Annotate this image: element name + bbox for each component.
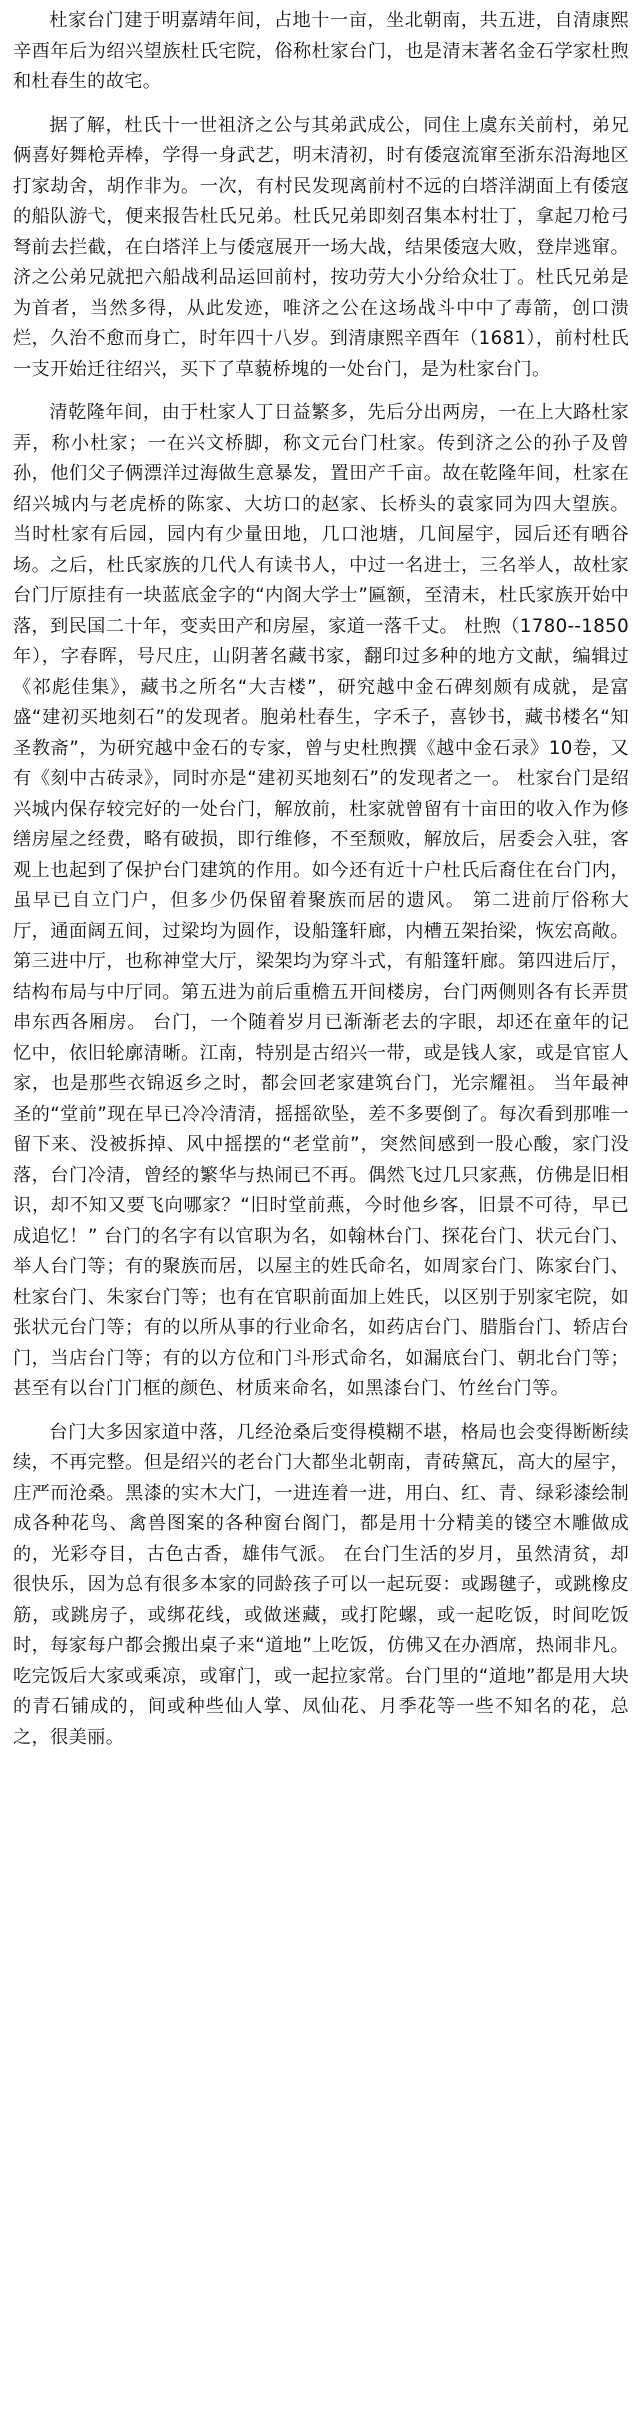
paragraph-intro: 杜家台门建于明嘉靖年间，占地十一亩，坐北朝南，共五进，自清康熙辛酉年后为绍兴望族杜氏宅院，俗称杜家台门，也是清末著名金石学家杜煦和杜春生的故宅。 — [13, 10, 629, 92]
paragraph-memories: 台门大多因家道中落，几经沧桑后变得模糊不堪，格局也会变得断断续续，不再完整。但是绍兴的老台门大都坐北朝南，青砖黛瓦，高大的屋宇，庄严而沧桑。黑漆的实木大门，一进连着一进，用白、红、青、绿彩漆绘制成各种花鸟、禽兽图案的各种窗台阁门，都是用十分精美的镂空木雕做成的，光彩夺目，古色古香，雄伟气派。 在台门生活的岁月，虽然清贫，却很快乐，因为总有很多本家的同龄孩子可以一起玩耍：或踢毽子，或跳橡皮筋，或跳房子，或绑花线，或做迷藏，或打陀螺，或一起吃饭，时间吃饭时，每家每户都会搬出桌子来“道地”上吃饭，仿佛又在办酒席，热闹非凡。吃完饭后大家或乘凉，或窜门，或一起拉家常。台门里的“道地”都是用大块的青石铺成的，间或种些仙人掌、凤仙花、月季花等一些不知名的花，总之，很美丽。 — [13, 1421, 629, 1748]
paragraph-history: 据了解，杜氏十一世祖济之公与其弟武成公，同住上虞东关前村，弟兄俩喜好舞枪弄棒，学得一身武艺，明末清初，时有倭寇流窜至浙东沿海地区打家劫舍，胡作非为。一次，有村民发现离前村不远的白塔洋湖面上有倭寇的船队游弋，便来报告杜氏兄弟。杜氏兄弟即刻召集本村壮丁，拿起刀枪弓弩前去拦截，在白塔洋上与倭寇展开一场大战，结果倭寇大败，登岸逃窜。济之公弟兄就把六船战利品运回前村，按功劳大小分给众壮丁。杜氏兄弟是为首者，当然多得，从此发迹，唯济之公在这场战斗中中了毒箭，创口溃烂，久治不愈而身亡，时年四十八岁。到清康熙辛酉年（1681），前村杜氏一支开始迁往绍兴，买下了草藐桥塊的一处台门，是为杜家台门。 — [13, 114, 629, 380]
paragraph-family-and-architecture: 清乾隆年间，由于杜家人丁日益繁多，先后分出两房，一在上大路杜家弄，称小杜家；一在兴文桥脚，称文元台门杜家。传到济之公的孙子及曾孙，他们父子俩漂洋过海做生意暴发，置田产千亩。故在乾隆年间，杜家在绍兴城内与老虎桥的陈家、大坊口的赵家、长桥头的袁家同为四大望族。 当时杜家有后园，园内有少量田地，几口池塘，几间屋宇，园后还有晒谷场。之后，杜氏家族的几代人有读书人，中过一名进士，三名举人，故杜家台门厅原挂有一块蓝底金字的“内阁大学士”匾额，至清末，杜氏家族开始中落，到民国二十年，变卖田产和房屋，家道一落千丈。 杜煦（1780--1850年），字春晖，号尺庄，山阴著名藏书家，翻印过多种的地方文献，编辑过《祁彪佳集》，藏书之所名“大吉楼”，研究越中金石碑刻颇有成就，是富盛“建初买地刻石”的发现者。胞弟杜春生，字禾子，喜钞书，藏书楼名“知圣教斋”，为研究越中金石的专家，曾与史杜煦撰《越中金石录》10卷，又有《刻中古砖录》，同时亦是“建初买地刻石”的发现者之一。 杜家台门是绍兴城内保存较完好的一处台门，解放前，杜家就曾留有十亩田的收入作为修缮房屋之经费，略有破损，即行维修，不至颓败，解放后，居委会入驻，客观上也起到了保护台门建筑的作用。如今还有近十户杜氏后裔住在台门内，虽早已自立门户，但多少仍保留着聚族而居的遗风。 第二进前厅俗称大厅，通面阔五间，过梁均为圆作，设船篷轩廊，内槽五架抬梁，恢宏高敞。第三进中厅，也称神堂大厅，梁架均为穿斗式，有船篷轩廊。第四进后厅，结构布局与中厅同。第五进为前后重檐五开间楼房，台门两侧则各有长弄贯串东西各厢房。 台门，一个随着岁月已渐渐老去的字眼，却还在童年的记忆中，依旧轮廓清晰。江南，特别是古绍兴一带，或是钱人家，或是官宦人家，也是那些衣锦返乡之时，都会回老家建筑台门，光宗耀祖。 当年最神圣的“堂前”现在早已冷冷清清，摇摇欲坠，差不多要倒了。每次看到那唯一留下来、没被拆掉、风中摇摆的“老堂前”，突然间感到一股心酸，家门没落，台门冷清，曾经的繁华与热闹已不再。偶然飞过几只家燕，仿佛是旧相识，却不知又要飞向哪家？“旧时堂前燕，今时他乡客，旧景不可待，早已成追忆！” 台门的名字有以官职为名，如翰林台门、探花台门、状元台门、举人台门等；有的聚族而居，以屋主的姓氏命名，如周家台门、陈家台门、杜家台门、朱家台门等；也有在官职前面加上姓氏，以区别于别家宅院，如张状元台门等；有的以所从事的行业命名，如药店台门、腊脂台门、轿店台门，当店台门等；有的以方位和门斗形式命名，如漏底台门、朝北台门等；甚至有以台门门框的颜色、材质来命名，如黑漆台门、竹丝台门等。 — [13, 402, 629, 1399]
